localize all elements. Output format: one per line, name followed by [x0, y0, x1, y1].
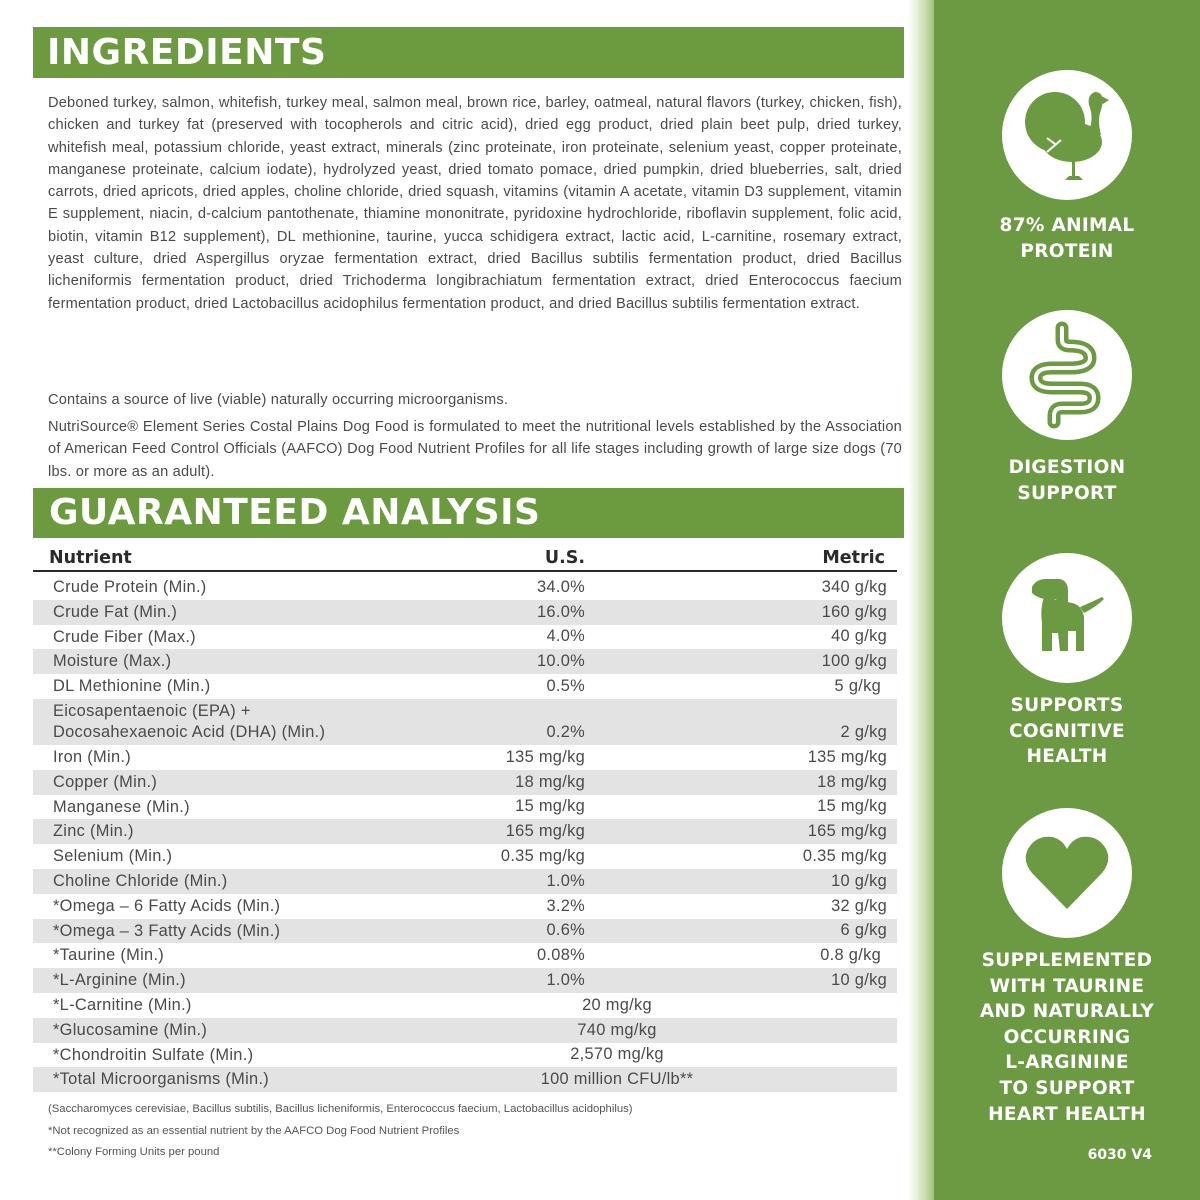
- table-row: [33, 1043, 897, 1068]
- label-line: COGNITIVE: [1008, 720, 1125, 742]
- heart-icon: [1002, 808, 1132, 938]
- badge-label-heart: [934, 948, 1200, 1127]
- table-row: [33, 993, 897, 1018]
- product-code: 6030 V4: [1087, 1147, 1152, 1163]
- label-line: OCCURRING: [1003, 1026, 1131, 1048]
- label-line: HEART HEALTH: [988, 1103, 1146, 1125]
- table-row: [33, 674, 897, 699]
- us-value: 18 mg/kg: [515, 772, 585, 791]
- benefits-sidebar: [934, 0, 1200, 1200]
- metric-value: 0.8 g/kg: [820, 946, 881, 965]
- label-line: SUPPORT: [1017, 482, 1117, 504]
- footnote-cfu: **Colony Forming Units per pound: [48, 1146, 220, 1158]
- nutrient-name: Selenium (Min.): [53, 847, 173, 866]
- us-value: 15 mg/kg: [515, 797, 585, 816]
- table-row: [33, 770, 897, 795]
- metric-value: 165 mg/kg: [807, 822, 887, 841]
- guaranteed-analysis-heading: GUARANTEED ANALYSIS: [33, 488, 904, 538]
- nutrient-name: *Total Microorganisms (Min.): [53, 1070, 270, 1089]
- metric-value: 15 mg/kg: [817, 797, 887, 816]
- label-line: L-ARGININE: [1005, 1052, 1129, 1074]
- nutrient-name: Iron (Min.): [53, 747, 131, 766]
- us-value: 1.0%: [546, 970, 585, 989]
- table-row: [33, 919, 897, 944]
- puppy-icon: [1002, 553, 1132, 683]
- table-row: [33, 894, 897, 919]
- us-value: 34.0%: [537, 577, 585, 596]
- metric-value: 40 g/kg: [831, 627, 887, 646]
- table-row: [33, 600, 897, 625]
- label-line: AND NATURALLY: [979, 1001, 1155, 1023]
- metric-value: 160 g/kg: [821, 602, 887, 621]
- metric-value: 340 g/kg: [821, 577, 887, 596]
- metric-value: 100 g/kg: [821, 652, 887, 671]
- badge-label-digestion: [934, 455, 1200, 506]
- metric-value: 0.35 mg/kg: [802, 846, 887, 865]
- nutrient-name: *Chondroitin Sulfate (Min.): [53, 1045, 254, 1064]
- nutrient-name: [53, 701, 325, 743]
- us-value: 0.35 mg/kg: [500, 846, 585, 865]
- label-line: 87% ANIMAL: [999, 215, 1135, 236]
- metric-value: 5 g/kg: [834, 676, 881, 695]
- table-row: [33, 968, 897, 993]
- table-row: [33, 844, 897, 869]
- footnote-microorganisms: (Saccharomyces cerevisiae, Bacillus subtilis, Bacillus licheniformis, Enterococcus faecium, Lactobacillus acidophilus): [48, 1103, 633, 1115]
- metric-value: 32 g/kg: [831, 896, 887, 915]
- us-value: 16.0%: [537, 602, 585, 621]
- nutrient-name: Choline Chloride (Min.): [53, 871, 228, 890]
- nutrient-name: *Omega – 3 Fatty Acids (Min.): [53, 921, 281, 940]
- combined-value: 2,570 mg/kg: [570, 1045, 664, 1064]
- nutrient-name: *Glucosamine (Min.): [53, 1020, 208, 1039]
- footnote-not-essential: *Not recognized as an essential nutrient by the AAFCO Dog Food Nutrient Profiles: [48, 1125, 460, 1137]
- nutrient-name: *L-Carnitine (Min.): [53, 995, 192, 1014]
- column-nutrient: Nutrient: [49, 548, 132, 568]
- badge-label-cognitive: [934, 693, 1200, 770]
- us-value: 4.0%: [546, 627, 585, 646]
- us-value: 165 mg/kg: [505, 822, 585, 841]
- nutrient-name: Manganese (Min.): [53, 797, 190, 816]
- badge-label-protein: [934, 213, 1200, 264]
- aafco-statement: NutriSource® Element Series Costal Plains Dog Food is formulated to meet the nutritional levels established by the Association of American Feed Control Officials (AAFCO) Dog Food Nutrient Profiles for all life stages including growth of large size dogs (70 lbs. or more as an adult).: [48, 419, 902, 480]
- table-row: [33, 795, 897, 820]
- metric-value: 10 g/kg: [831, 970, 887, 989]
- table-row: [33, 649, 897, 674]
- live-microorganisms-note: Contains a source of live (viable) naturally occurring microorganisms.: [48, 392, 509, 408]
- label-line: SUPPLEMENTED: [981, 950, 1153, 971]
- ingredients-list: Deboned turkey, salmon, whitefish, turkey meal, salmon meal, brown rice, barley, oatmeal, natural flavors (turkey, chicken, fish), chicken and turkey fat (preserved with tocopherols and citric acid), dried egg product, dried plain beet pulp, dried turkey, whitefish meal, potassium chloride, yeast extract, minerals (zinc proteinate, iron proteinate, selenium yeast, copper proteinate, manganese proteinate, calcium iodate), hydrolyzed yeast, dried tomato pomace, dried pumpkin, dried blueberries, salt, dried carrots, dried apricots, dried apples, choline chloride, dried squash, vitamins (vitamin A acetate, vitamin D3 supplement, vitamin E supplement, niacin, d-calcium pantothenate, thiamine mononitrate, pyridoxine hydrochloride, riboflavin supplement, folic acid, biotin, vitamin B12 supplement), DL methionine, taurine, yucca schidigera extract, lactic acid, L-carnitine, rosemary extract, yeast culture, dried Aspergillus oryzae fermentation extract, dried Bacillus subtilis fermentation product, dried Bacillus licheniformis fermentation product, dried Trichoderma longibrachiatum fermentation extract, dried Enterococcus faecium fermentation product, dried Lactobacillus acidophilus fermentation product, and dried Bacillus subtilis fermentation extract.: [48, 95, 902, 312]
- nutrient-name: Zinc (Min.): [53, 822, 134, 841]
- nutrient-name: Copper (Min.): [53, 772, 158, 791]
- combined-value: 100 million CFU/lb**: [540, 1070, 694, 1089]
- metric-value: 135 mg/kg: [807, 747, 887, 766]
- us-value: 10.0%: [537, 652, 585, 671]
- table-row: [33, 1018, 897, 1043]
- table-row: [33, 819, 897, 844]
- table-row: [33, 943, 897, 968]
- table-row: [33, 1067, 897, 1092]
- nutrient-name-line1: Eicosapentaenoic (EPA) +: [53, 701, 251, 720]
- us-value: 3.2%: [546, 896, 585, 915]
- nutrient-name: Crude Fiber (Max.): [53, 627, 196, 646]
- combined-value: 740 mg/kg: [577, 1020, 657, 1039]
- table-row: [33, 575, 897, 600]
- label-line: SUPPORTS: [1010, 695, 1124, 716]
- table-row: [33, 745, 897, 770]
- nutrient-name: *Taurine (Min.): [53, 946, 165, 965]
- nutrient-name: Crude Protein (Min.): [53, 578, 207, 596]
- us-value: 135 mg/kg: [505, 747, 585, 766]
- nutrient-name-line2: Docosahexaenoic Acid (DHA) (Min.): [53, 722, 326, 741]
- nutrient-name: *Omega – 6 Fatty Acids (Min.): [53, 896, 281, 915]
- turkey-icon: [1002, 70, 1132, 200]
- table-row: [33, 869, 897, 894]
- us-value: 0.2%: [546, 722, 585, 741]
- metric-value: 6 g/kg: [840, 921, 887, 940]
- label-line: WITH TAURINE: [989, 975, 1145, 997]
- metric-value: 2 g/kg: [840, 722, 887, 741]
- intestine-icon: [1002, 310, 1132, 440]
- ingredients-heading: INGREDIENTS: [33, 27, 904, 78]
- metric-value: 18 mg/kg: [817, 772, 887, 791]
- label-line: HEALTH: [1026, 746, 1108, 768]
- table-row: [33, 699, 897, 745]
- label-line: PROTEIN: [1020, 240, 1114, 262]
- us-value: 0.6%: [546, 921, 585, 940]
- nutrient-name: DL Methionine (Min.): [53, 677, 211, 696]
- label-line: DIGESTION: [1008, 457, 1126, 478]
- nutrient-name: *L-Arginine (Min.): [53, 971, 186, 990]
- column-us: U.S.: [544, 548, 585, 568]
- analysis-table-header: [33, 546, 897, 572]
- us-value: 0.5%: [546, 676, 585, 695]
- analysis-table: [33, 575, 897, 1092]
- us-value: 0.08%: [537, 946, 585, 965]
- label-line: TO SUPPORT: [999, 1077, 1135, 1099]
- metric-value: 10 g/kg: [831, 871, 887, 890]
- column-metric: Metric: [822, 548, 885, 568]
- us-value: 1.0%: [546, 871, 585, 890]
- combined-value: 20 mg/kg: [582, 995, 652, 1014]
- nutrient-name: Moisture (Max.): [53, 652, 172, 671]
- table-row: [33, 625, 897, 650]
- nutrient-name: Crude Fat (Min.): [53, 602, 178, 621]
